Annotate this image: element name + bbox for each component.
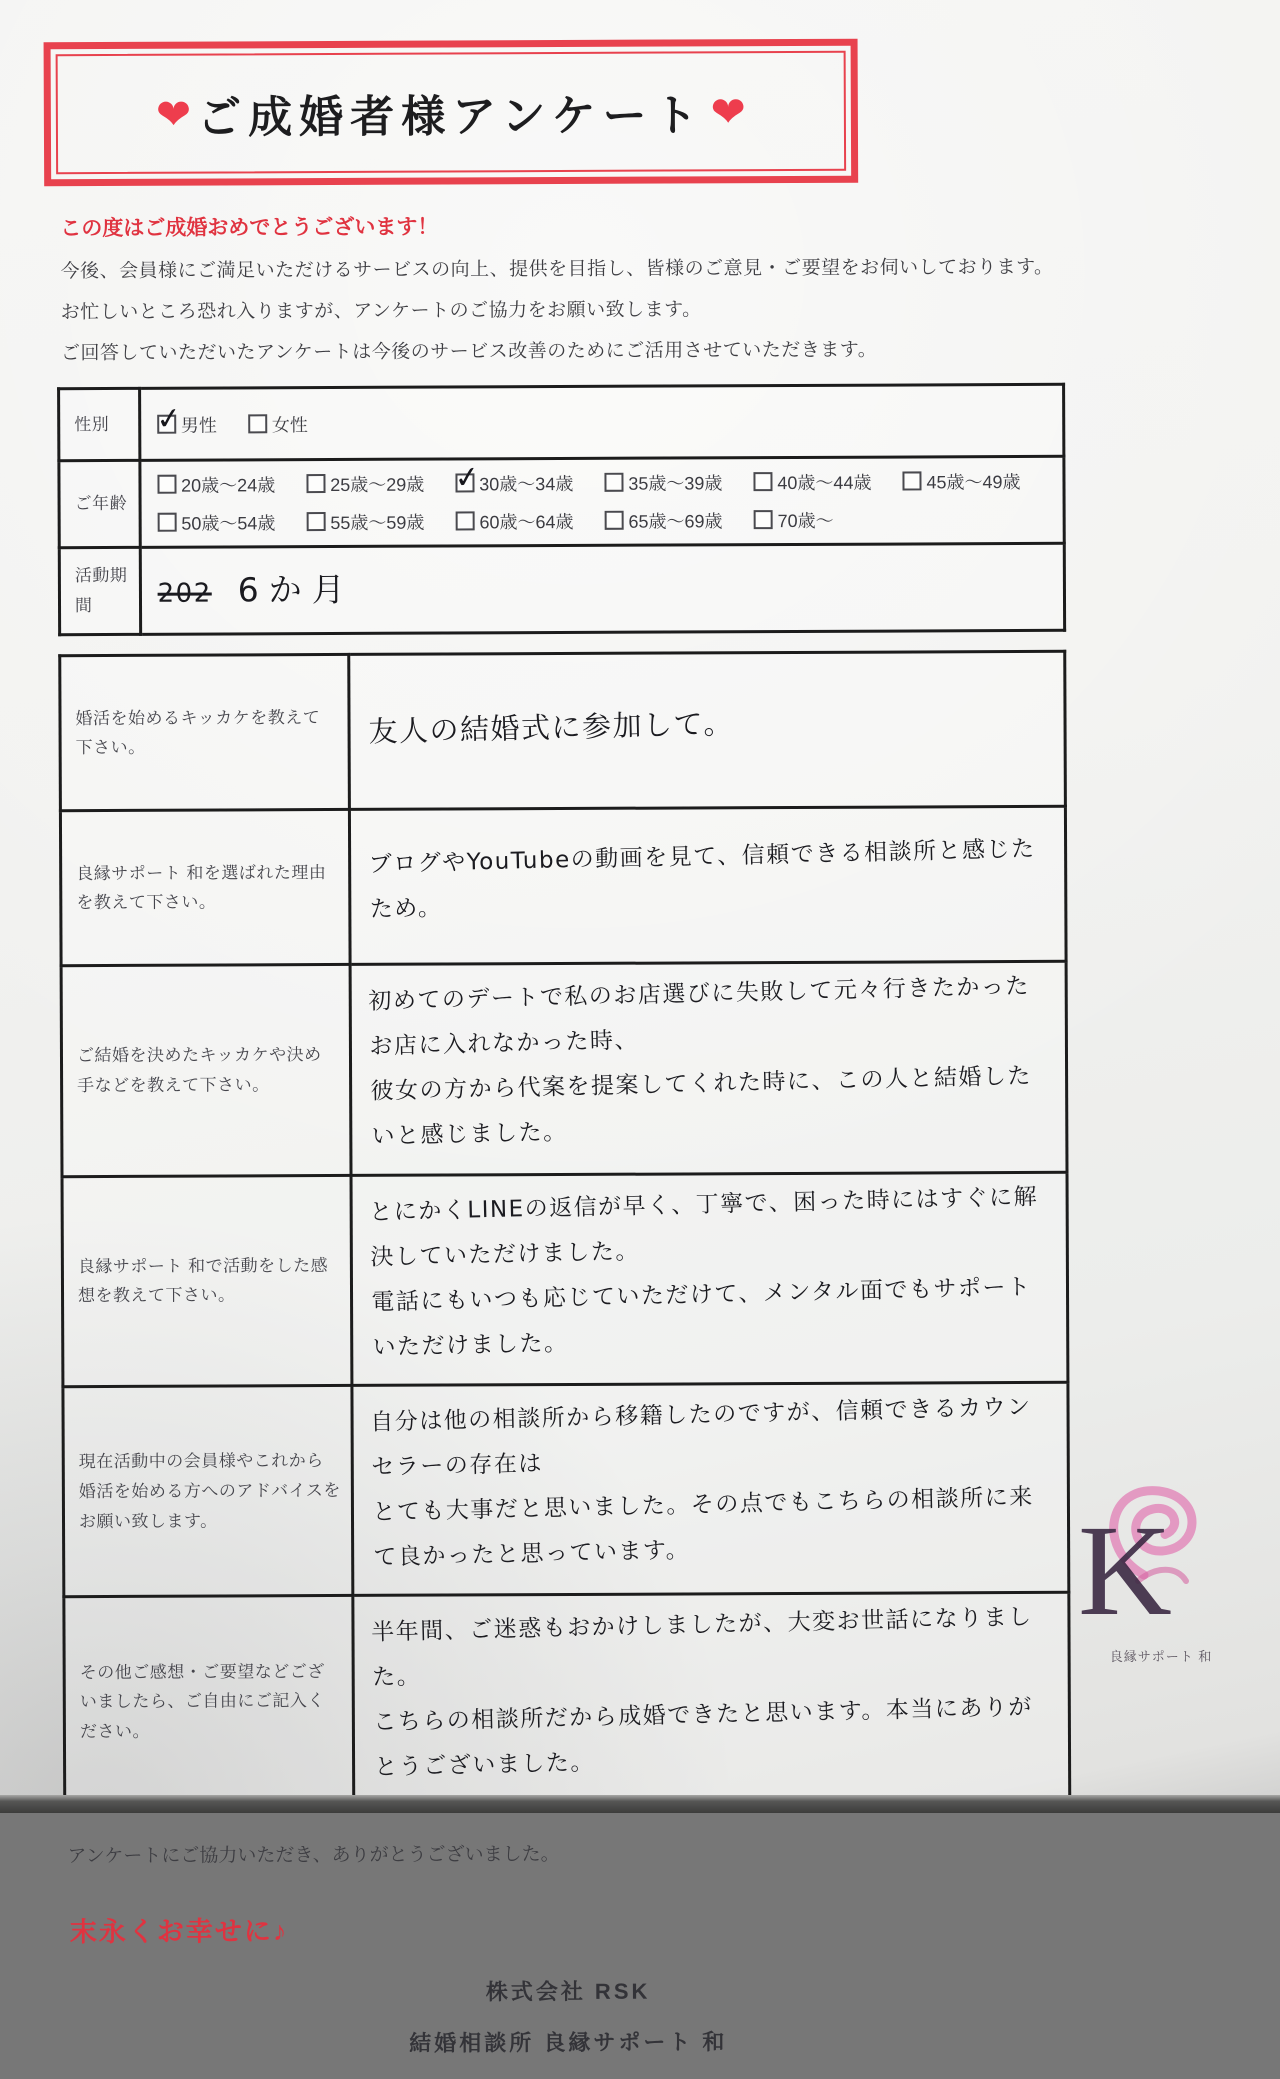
age-option-label: 65歳～69歳 [628,511,723,532]
question-row-2 [60,807,1066,966]
age-option-label: 20歳～24歳 [181,475,276,496]
happiness-wish: 末永くお幸せに♪ [69,1916,289,1948]
age-option [753,469,871,496]
answer-3: 初めてのデートで私のお店選びに失敗して元々行きたかったお店に入れなかった時、 彼女の方から代案を提案してくれた時に、この人と結婚したいと感じました。 [368,973,1033,1150]
company-block [64,1973,1072,2059]
company-name: 株式会社 RSK [485,1978,651,2005]
checkbox-age-40-44 [753,472,772,491]
checkbox-male [157,414,176,433]
checkbox-age-25-29 [306,474,325,493]
question-row-6 [64,1593,1070,1808]
activity-period-answer [140,543,1065,634]
age-option-label: 60歳～64歳 [479,511,574,533]
title-banner [44,39,859,187]
questions-table [58,650,1071,1809]
checkbox-age-30-34 [455,473,474,492]
gender-label: 性別 [59,388,140,460]
gender-option-male-label: 男性 [180,415,217,436]
gender-option-female-label: 女性 [271,414,308,435]
activity-period-label: 活動期間 [59,547,140,635]
question-4: 良縁サポート 和で活動をした感想を教えて下さい。 [62,1175,352,1387]
age-option-label: 50歳～54歳 [181,513,276,534]
intro-line-1: 今後、会員様にご満足いただけるサービスの向上、提供を目指し、皆様のご意見・ご要望をお伺いしております。 [60,256,1054,283]
age-option [455,470,573,497]
age-row [59,456,1064,547]
title-banner-inner [56,51,847,174]
intro-line-2: お忙しいところ恐れ入りますが、アンケートのご協力をお願い致します。 [60,299,702,324]
congratulations-heading: この度はご成婚おめでとうございます！ [60,215,439,241]
checkbox-age-70 [754,510,773,529]
gender-row [59,384,1064,460]
age-option-label: 40歳～44歳 [777,472,872,494]
answer-6: 半年間、ご迷惑もおかけしましたが、大変お世話になりました。 こちらの相談所だから成婚できたと思います。本当にありがとうございました。 [370,1604,1034,1781]
checkbox-age-65-69 [604,511,623,530]
question-row-4 [62,1172,1068,1387]
answer-4: とにかくLINEの返信が早く、丁寧で、困った時にはすぐに解決していただけました。 電話にもいつも応じていただけて、メンタル面でもサポートいただけました。 [369,1183,1039,1361]
survey-content [56,38,1073,2079]
gender-option-male [157,411,217,437]
activity-period-row [59,543,1064,635]
age-option-label: 35歳～39歳 [628,473,723,494]
activity-period-value: 6か月 [237,569,355,610]
page-title: ご成婚者様アンケート [197,91,705,143]
intro-line-3: ご回答していただいたアンケートは今後のサービス改善のためにご活用させていただきます。 [60,339,878,365]
age-options [140,456,1065,547]
heart-icon-right: ❤ [710,87,746,135]
answer-2: ブログやYouTubeの動画を見て、信頼できる相談所と感じたため。 [368,835,1036,923]
age-option [306,509,424,536]
age-option [604,507,722,534]
gender-options [139,384,1064,460]
checkbox-age-20-24 [157,475,176,494]
age-option-label: 45歳～49歳 [926,472,1021,493]
age-option-label: 25歳～29歳 [330,474,425,496]
age-options-line-1 [157,468,1046,498]
thanks-line: アンケートにご協力いただき、ありがとうございました。 [67,1843,560,1868]
age-options-line-2 [157,506,1046,536]
age-option [455,508,573,535]
age-option [157,471,275,498]
age-label: ご年齢 [59,460,140,547]
question-row-3 [61,962,1067,1177]
checkbox-age-35-39 [604,473,623,492]
age-option [604,469,722,496]
checkbox-age-50-54 [157,513,176,532]
checkbox-age-60-64 [455,511,474,530]
age-option [157,509,275,536]
agency-name: 結婚相談所 良縁サポート 和 [409,2029,728,2056]
question-row-1 [60,652,1066,811]
checkbox-female [248,414,267,433]
age-option [753,507,833,533]
age-option-label: 70歳～ [777,510,834,532]
heart-icon-left: ❤ [155,90,192,138]
question-1: 婚活を始めるキッカケを教えて下さい。 [60,655,350,811]
crossed-out-text: 202 [157,578,212,609]
question-row-5 [63,1382,1069,1597]
checkbox-age-55-59 [306,512,325,531]
age-option-label: 30歳～34歳 [479,473,574,495]
profile-table [57,383,1066,637]
question-3: ご結婚を決めたキッカケや決め手などを教えて下さい。 [61,965,351,1177]
gender-option-female [248,411,308,437]
checkbox-age-45-49 [902,471,921,490]
logo-caption: 良縁サポート 和 [1109,1649,1213,1664]
age-option [902,468,1020,495]
age-option-label: 55歳～59歳 [330,512,425,534]
answer-1: 友人の結婚式に参加して。 [368,706,735,749]
question-5: 現在活動中の会員様やこれから婚活を始める方へのアドバイスをお願い致します。 [63,1386,353,1598]
age-option [306,471,424,498]
photo-bottom-edge [0,1795,1280,1813]
company-logo [1048,1478,1238,1693]
question-2: 良縁サポート 和を選ばれた理由を教えて下さい。 [60,810,350,966]
answer-5: 自分は他の相談所から移籍したのですが、信頼できるカウンセラーの存在は とても大事だと思いました。その点でもこちらの相談所に来て良かったと思っています。 [369,1394,1035,1571]
question-6: その他ご感想・ご要望などございましたら、ご自由にご記入ください。 [64,1596,354,1808]
logo-letter: K [1078,1499,1166,1643]
